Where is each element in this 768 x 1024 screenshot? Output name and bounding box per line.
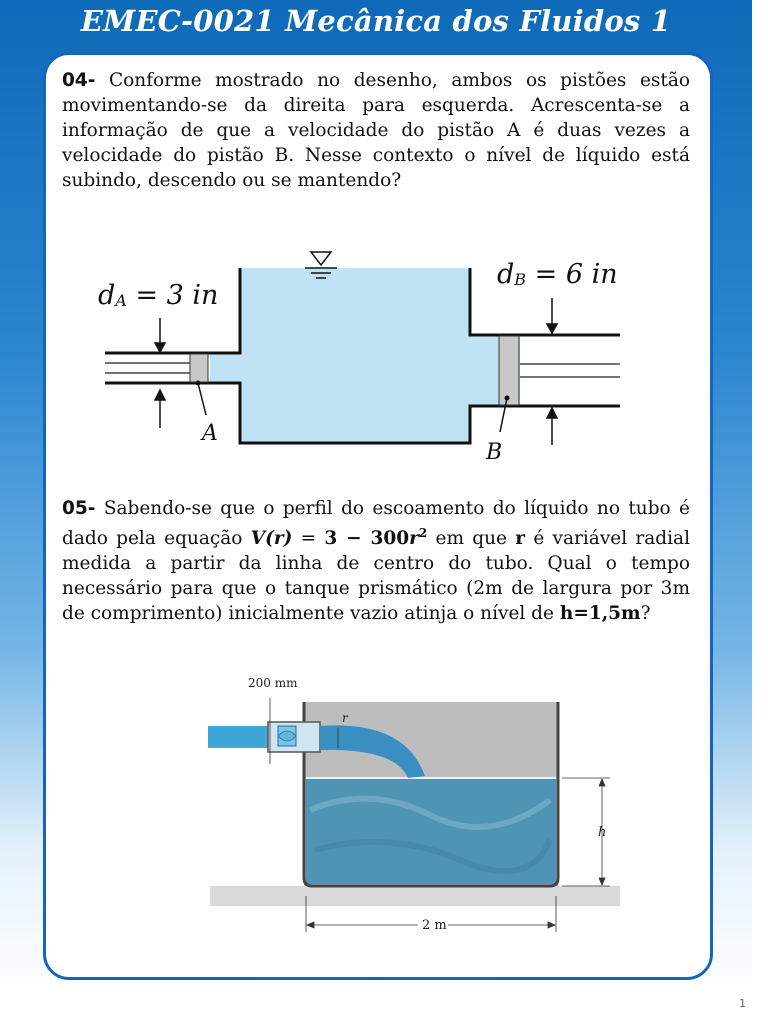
radius-label: r (342, 711, 348, 725)
diameter-b-label: dB = 6 in (497, 259, 618, 290)
question-05-number: 05 (62, 498, 88, 519)
piston-b (499, 336, 519, 405)
velocity-equation: $V(r) = 3 - 300r^2$ (250, 526, 428, 550)
piston-a-label: A (202, 421, 218, 446)
inlet-jet (208, 726, 270, 748)
width-label: 2 m (422, 918, 447, 933)
piston-b-label: B (486, 440, 503, 465)
question-04-number: 04 (62, 70, 88, 91)
ground (210, 886, 620, 906)
page-title: EMEC-0021 Mecânica dos Fluidos 1 (80, 4, 672, 38)
question-04-text: Conforme mostrado no desenho, ambos os pistões estão movimentando-se da direita para esquerda. Acrescenta-se a informação de que a velocidade do pistão A é duas vezes a velocidade do pistão B. Nesse contexto o nível de líquido está subindo, descendo ou se mantendo? (62, 70, 690, 191)
page-number: 1 (739, 997, 746, 1010)
target-level: h=1,5m (559, 603, 641, 625)
height-label: h (598, 825, 607, 840)
diameter-a-label: dA = 3 in (98, 280, 219, 311)
question-05: 05- Sabendo-se que o perfil do escoamento do líquido no tubo é dado pela equação $V(r) = 3 - 300r^2$ em que r é variável radial medida a partir da linha de centro do tubo. Qual o tempo necessário para que o tanque prismático (2m de largura por 3m de comprimento) inicialmente vazio atinja o nível de h=1,5m? (62, 498, 691, 625)
figure-tank-filling (200, 670, 630, 940)
piston-a (190, 354, 208, 382)
tank-liquid (210, 268, 520, 443)
pipe-diameter-label: 200 mm (248, 676, 298, 690)
question-04: 04- Conforme mostrado no desenho, ambos os pistões estão movimentando-se da direita para esquerda. Acrescenta-se a informação de que a velocidade do pistão A é duas vezes a velocidade do pistão B. Nesse contexto o nível de líquido está subindo, descendo ou se mantendo? (62, 70, 690, 191)
figure-pistons-tank (90, 240, 650, 470)
dimension-arrows-b (547, 298, 557, 445)
